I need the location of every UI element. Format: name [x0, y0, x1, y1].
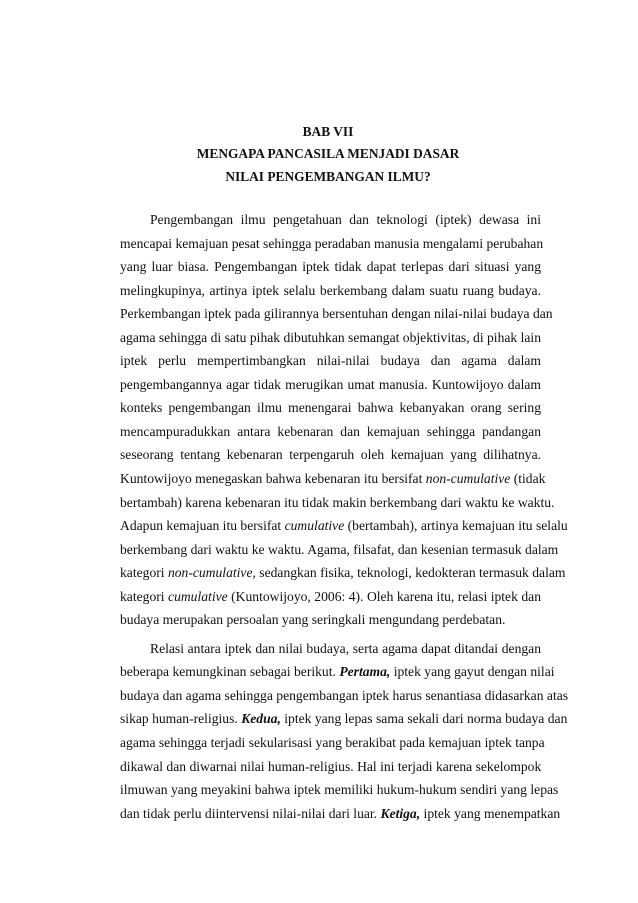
- text-line: [120, 802, 561, 826]
- paragraph-1: [120, 208, 568, 632]
- text-run: iptek yang lepas sama sekali dari norma budaya dan: [280, 711, 568, 727]
- text-line: [120, 467, 546, 491]
- text-run: (bertambah), artinya kemajuan itu selalu: [344, 518, 568, 534]
- text-line: dikawal dan diwarnai nilai human-religius. Hal ini terjadi karena sekelompok: [120, 758, 542, 774]
- text-run: kategori: [120, 588, 169, 604]
- text-line: [120, 514, 568, 538]
- text-line: Pengembangan ilmu pengetahuan dan teknologi (iptek) dewasa ini: [150, 212, 541, 227]
- text-line: melingkupinya, artinya iptek selalu berkembang dalam suatu ruang budaya.: [120, 282, 541, 298]
- text-run: Kuntowijoyo menegaskan bahwa kebenaran itu bersifat: [120, 471, 426, 487]
- text-line: Relasi antara iptek dan nilai budaya, serta agama dapat ditandai dengan: [150, 640, 541, 656]
- text-line: mencapai kemajuan pesat sehingga peradaban manusia mengalami perubahan: [120, 235, 544, 251]
- text-line: [120, 660, 555, 684]
- paragraph-2: [120, 637, 569, 825]
- text-run: sikap human-religius.: [120, 711, 242, 727]
- enumeration-term: Pertama,: [339, 664, 391, 680]
- text-line: budaya dan agama sehingga pengembangan iptek harus senantiasa didasarkan atas: [120, 687, 569, 703]
- text-line: bertambah) karena kebenaran itu tidak makin berkembang dari waktu ke waktu.: [120, 494, 555, 510]
- text-line: ilmuwan yang meyakini bahwa iptek memiliki hukum-hukum sendiri yang lepas: [120, 782, 559, 798]
- text-line: [120, 561, 566, 585]
- text-run: Adapun kemajuan itu bersifat: [120, 518, 285, 534]
- text-line: yang luar biasa. Pengembangan iptek tidak dapat terlepas dari situasi yang: [120, 259, 541, 275]
- text-run: dan tidak perlu diintervensi nilai-nilai dari luar.: [120, 805, 381, 821]
- text-run: (tidak: [510, 471, 546, 487]
- text-line: iptek perlu mempertimbangkan nilai-nilai budaya dan agama dalam: [120, 353, 541, 369]
- text-run: beberapa kemungkinan sebagai berikut.: [120, 664, 340, 680]
- italic-term: non-cumulative: [425, 471, 511, 487]
- text-line: mencampuradukkan antara kebenaran dan kemajuan sehingga pandangan: [120, 423, 541, 439]
- enumeration-term: Kedua,: [241, 711, 281, 727]
- text-line: [120, 707, 568, 731]
- chapter-label: BAB VII: [302, 124, 354, 139]
- text-line: konteks pengembangan ilmu menengarai bahwa kebanyakan orang sering: [120, 400, 541, 416]
- chapter-title-line-1: MENGAPA PANCASILA MENJADI DASAR: [196, 146, 460, 161]
- text-line: budaya merupakan persoalan yang seringkali mengundang perdebatan.: [120, 612, 506, 628]
- text-line: [120, 585, 541, 609]
- italic-term: cumulative: [168, 588, 228, 604]
- text-run: iptek yang gayut dengan nilai: [390, 664, 555, 680]
- italic-term: non-cumulative,: [167, 565, 256, 581]
- body-text: [120, 208, 569, 825]
- text-line: Perkembangan iptek pada gilirannya bersentuhan dengan nilai-nilai budaya dan: [120, 306, 553, 322]
- chapter-title-line-2: NILAI PENGEMBANGAN ILMU?: [225, 169, 431, 184]
- text-line: agama sehingga di satu pihak dibutuhkan semangat objektivitas, di pihak lain: [120, 329, 541, 345]
- text-run: sedangkan fisika, teknologi, kedokteran termasuk dalam: [255, 565, 566, 581]
- text-run: iptek yang menempatkan: [420, 805, 561, 821]
- text-line: pengembangannya agar tidak merugikan umat manusia. Kuntowijoyo dalam: [120, 376, 541, 392]
- text-line: berkembang dari waktu ke waktu. Agama, filsafat, dan kesenian termasuk dalam: [120, 541, 559, 557]
- italic-term: cumulative: [284, 518, 345, 534]
- text-line: seseorang tentang kebenaran terpengaruh oleh kemajuan yang dilihatnya.: [120, 447, 541, 463]
- text-run: (Kuntowijoyo, 2006: 4). Oleh karena itu, relasi iptek dan: [227, 588, 542, 604]
- text-run: kategori: [120, 565, 168, 581]
- enumeration-term: Ketiga,: [380, 805, 421, 821]
- text-line: agama sehingga terjadi sekularisasi yang berakibat pada kemajuan iptek tanpa: [120, 735, 545, 751]
